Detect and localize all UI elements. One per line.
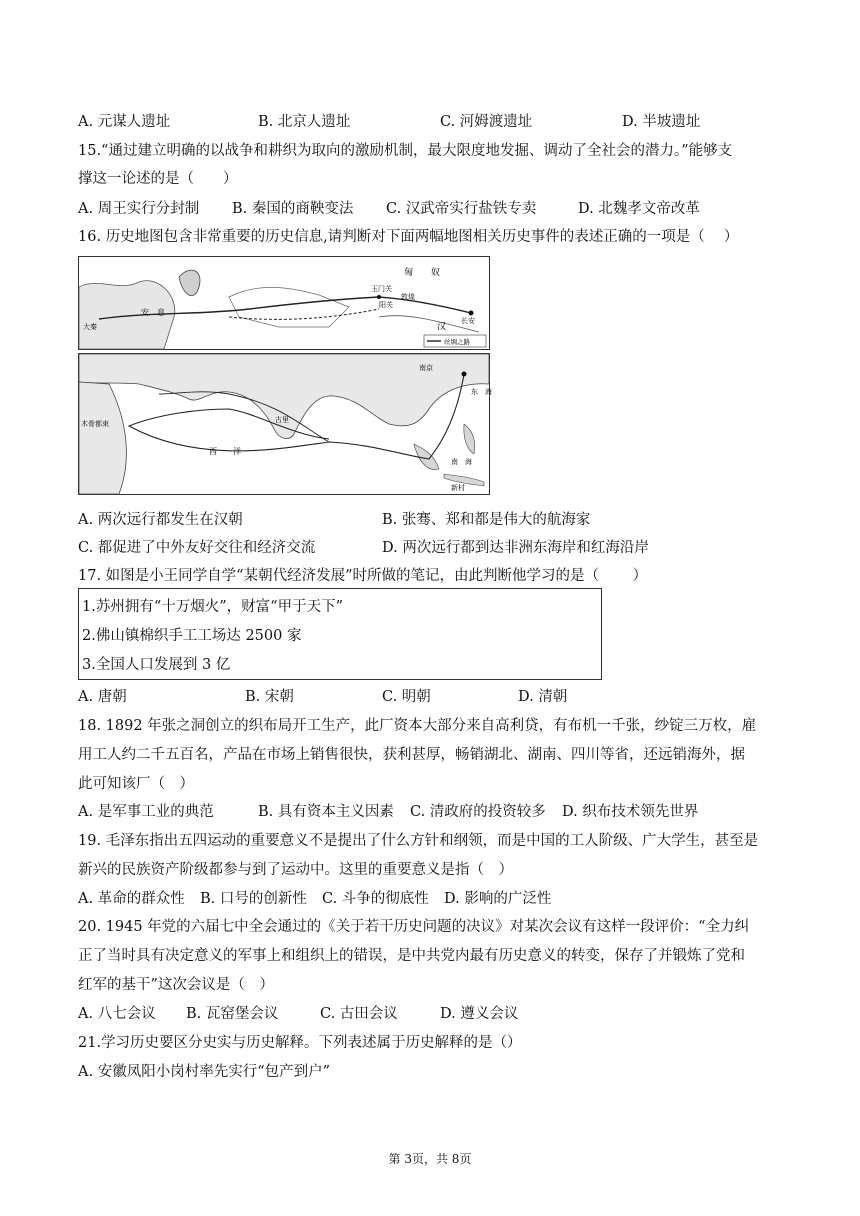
q16-option-d: D. 两次远行都到达非洲东海岸和红海沿岸	[382, 540, 649, 556]
map1-label-han: 汉	[437, 322, 447, 332]
map1-label-daqin: 大秦	[83, 323, 97, 331]
q17-note-3: 3.全国人口发展到 3 亿	[82, 657, 231, 673]
q19-option-c: C. 斗争的彻底性	[322, 891, 429, 907]
zheng-he-map	[78, 353, 490, 495]
q15-option-c: C. 汉武帝实行盐铁专卖	[386, 201, 537, 217]
q19-line1: 19. 毛泽东指出五四运动的重要意义不是提出了什么方针和纲领，而是中国的工人阶级、广大学生，甚至是	[78, 833, 759, 849]
map1-label-yumen: 玉门关	[371, 285, 392, 293]
q17-option-b: B. 宋朝	[245, 689, 294, 705]
silk-road-map-svg	[79, 257, 489, 349]
map2-label-nanjing: 南京	[419, 364, 433, 372]
q19-line2: 新兴的民族资产阶级都参与到了运动中。这里的重要意义是指（ ）	[78, 862, 513, 878]
q14-option-c: C. 河姆渡遗址	[440, 114, 533, 130]
q16-option-b: B. 张骞、郑和都是伟大的航海家	[382, 512, 591, 528]
map1-label-yangguan: 阳关	[379, 301, 393, 309]
map2-label-west-ocean: 西 洋	[209, 447, 241, 456]
map2-africa-land	[79, 382, 126, 494]
q19-option-d: D. 影响的广泛性	[444, 891, 552, 907]
q14-option-b: B. 北京人遗址	[258, 114, 351, 130]
silk-road-south-route	[229, 309, 379, 319]
changan-marker	[469, 311, 474, 316]
q19-option-a: A. 革命的群众性	[78, 891, 185, 907]
q18-option-b: B. 具有资本主义因素	[258, 804, 394, 820]
q20-option-b: B. 瓦窑堡会议	[186, 1006, 279, 1022]
q15-option-a: A. 周王实行分封制	[78, 201, 200, 217]
q17-option-d: D. 清朝	[518, 689, 568, 705]
map1-legend-label: 丝绸之路	[444, 338, 470, 346]
q17-note-2: 2.佛山镇棉织手工工场达 2500 家	[82, 628, 302, 644]
map2-label-guli: 古里	[275, 416, 289, 424]
q14-option-a: A. 元谋人遗址	[78, 114, 171, 130]
q17-option-a: A. 唐朝	[78, 689, 127, 705]
q20-option-a: A. 八七会议	[78, 1006, 156, 1022]
q19-option-b: B. 口号的创新性	[200, 891, 307, 907]
q20-line2: 正了当时具有决定意义的军事上和组织上的错误，是中共党内最有历史意义的转变，保存了并锻炼了党和	[78, 948, 745, 964]
q18-option-d: D. 织布技术领先世界	[562, 804, 699, 820]
q15-option-d: D. 北魏孝文帝改革	[578, 201, 700, 217]
q20-option-c: C. 古田会议	[320, 1006, 398, 1022]
q18-line3: 此可知该厂（ ）	[78, 776, 194, 792]
q15-option-b: B. 秦国的商鞅变法	[232, 201, 354, 217]
q14-option-d: D. 半坡遗址	[622, 114, 701, 130]
q21-stem: 21.学习历史要区分史实与历史解释。下列表述属于历史解释的是（）	[78, 1035, 522, 1051]
map1-label-xiongnu: 匈 奴	[404, 268, 441, 278]
silk-road-map	[78, 256, 490, 350]
map2-island-borneo	[464, 424, 475, 454]
q17-option-c: C. 明朝	[382, 689, 431, 705]
q17-note-1: 1.苏州拥有“十万烟火”，财富“甲于天下”	[82, 599, 343, 615]
q18-line1: 18. 1892 年张之洞创立的织布局开工生产，此厂资本大部分来自高利贷，有布机一千张，纱锭三万枚，雇	[78, 718, 757, 734]
q16-option-c: C. 都促进了中外友好交往和经济交流	[78, 540, 316, 556]
map2-label-east-sea: 东 海	[471, 388, 492, 396]
map1-label-dunhuang: 敦煌	[401, 293, 415, 301]
map2-label-south-sea: 南 海	[451, 458, 472, 466]
nanjing-marker	[462, 372, 467, 377]
map1-tarim-region	[229, 287, 349, 327]
q18-line2: 用工人约二千五百名，产品在市场上销售很快，获利甚厚，畅销湖北、湖南、四川等省，还远销海外，据	[78, 747, 745, 763]
map2-label-xinjiang: 新村	[451, 484, 465, 492]
map1-label-anxi: 安 息	[141, 308, 165, 317]
q18-option-c: C. 清政府的投资较多	[410, 804, 546, 820]
yumen-marker	[377, 295, 381, 299]
q15-stem-line2: 撑这一论述的是（ ）	[78, 171, 238, 187]
q20-option-d: D. 遵义会议	[440, 1006, 519, 1022]
q20-line1: 20. 1945 年党的六届七中全会通过的《关于若干历史问题的决议》对某次会议有这样一段评价：“全力纠	[78, 919, 750, 935]
q16-stem: 16. 历史地图包含非常重要的历史信息,请判断对下面两幅地图相关历史事件的表述正确的一项是（ ）	[78, 229, 739, 245]
q17-note-box	[78, 588, 602, 680]
zheng-he-map-svg	[79, 354, 492, 494]
caspian-sea-shape	[179, 270, 200, 296]
q20-line3: 红军的基干”这次会议是（ ）	[78, 977, 274, 993]
page-footer: 第 3页，共 8页	[388, 1152, 472, 1166]
map1-label-changan: 长安	[461, 317, 475, 325]
q16-option-a: A. 两次远行都发生在汉朝	[78, 512, 243, 528]
q18-option-a: A. 是军事工业的典范	[78, 804, 214, 820]
map2-label-mogadishu: 木骨都束	[81, 420, 109, 428]
q21-option-a: A. 安徽凤阳小岗村率先实行“包产到户”	[78, 1064, 331, 1080]
q15-stem-line1: 15.“通过建立明确的以战争和耕织为取向的激励机制，最大限度地发掘、调动了全社会的潜力。”能够支	[78, 143, 733, 159]
q17-stem: 17. 如图是小王同学自学“某朝代经济发展”时所做的笔记，由此判断他学习的是（ ）	[78, 568, 648, 584]
